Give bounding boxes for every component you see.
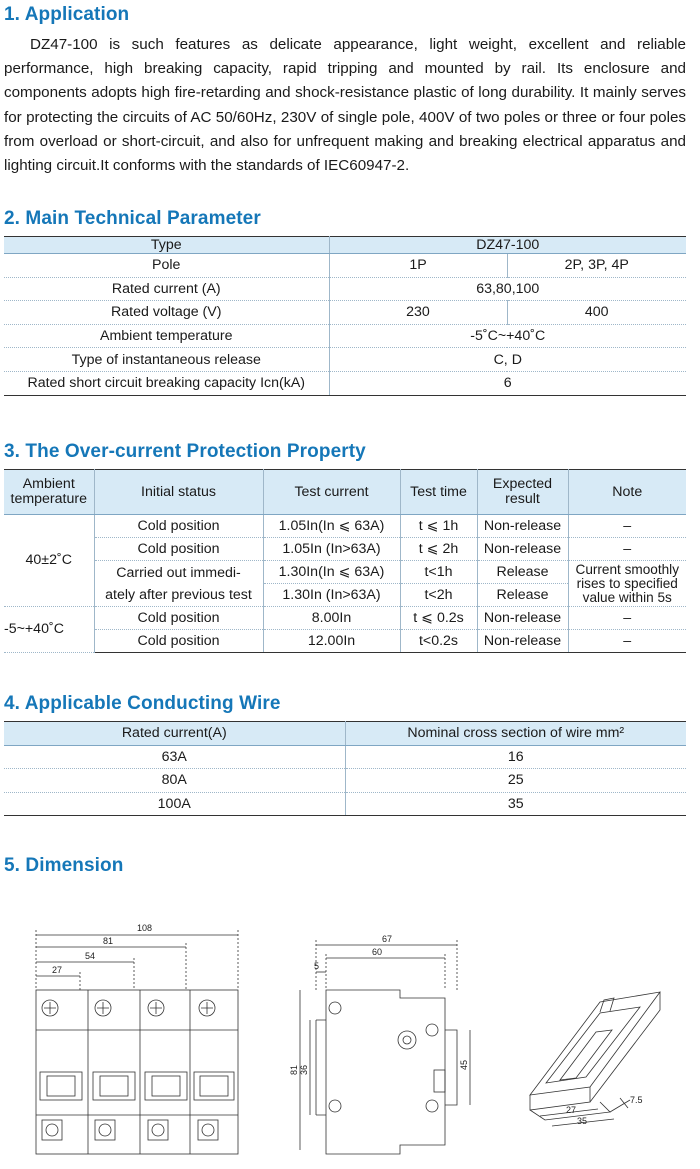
expected-result: Release (477, 584, 568, 607)
protection-table (4, 469, 686, 653)
note-line3: value within 5s (582, 589, 672, 605)
section-protection-title: 3. The Over-current Protection Property (4, 441, 366, 462)
header-expected-line2: result (505, 491, 540, 507)
test-current: 1.30In (In>63A) (263, 584, 400, 607)
param-value-a: 1P (329, 254, 507, 278)
section-dimension-title: 5. Dimension (4, 855, 124, 876)
param-label: Rated short circuit breaking capacity Icn(kA) (4, 371, 329, 395)
side-dim-height: 81 (289, 1064, 299, 1075)
table-row (4, 745, 686, 769)
header-ambient-line1: Ambient (22, 476, 75, 492)
note-current-rise (568, 561, 686, 607)
ambient-temp-b: -5~+40˚C (4, 607, 94, 653)
note-dash: – (568, 538, 686, 561)
note-line2: rises to specified (576, 575, 678, 591)
cross-section: 25 (345, 769, 686, 793)
test-time: t<2h (400, 584, 477, 607)
test-time: t<0.2s (400, 630, 477, 653)
rail-dim-height: 7.5 (630, 1095, 643, 1105)
table-row (4, 630, 686, 653)
test-current: 1.30In(In ⩽ 63A) (263, 561, 400, 584)
param-value: DZ47-100 (329, 237, 686, 254)
test-current: 1.05In(In ⩽ 63A) (263, 515, 400, 538)
note-dash: – (568, 630, 686, 653)
section-wire-title: 4. Applicable Conducting Wire (4, 693, 281, 714)
parameter-table (4, 236, 686, 396)
side-dim-step: 5 (314, 961, 320, 971)
param-value: 63,80,100 (329, 277, 686, 301)
cross-section: 16 (345, 745, 686, 769)
initial-status-carried (94, 561, 263, 607)
header-expected-line1: Expected (492, 476, 553, 492)
header-note: Note (568, 470, 686, 515)
table-row (4, 301, 686, 325)
section-parameter-title: 2. Main Technical Parameter (4, 208, 261, 229)
expected-result: Non-release (477, 515, 568, 538)
param-label: Rated current (A) (4, 277, 329, 301)
side-dim-face: 45 (459, 1059, 469, 1070)
carried-line2: ately after previous test (105, 586, 252, 603)
table-row (4, 348, 686, 372)
param-value: -5˚C~+40˚C (329, 324, 686, 348)
table-row (4, 237, 686, 254)
header-time: Test time (400, 470, 477, 515)
test-time: t ⩽ 0.2s (400, 607, 477, 630)
table-row (4, 561, 686, 584)
param-label: Type of instantaneous release (4, 348, 329, 372)
param-value-b: 400 (507, 301, 686, 325)
ambient-temp-a: 40±2˚C (4, 515, 94, 607)
rated-current: 80A (4, 769, 345, 793)
note-dash: – (568, 607, 686, 630)
note-line1: Current smoothly (575, 561, 679, 577)
application-paragraph (4, 33, 686, 178)
table-row (4, 371, 686, 395)
header-cross-section: Nominal cross section of wire mm² (345, 722, 686, 746)
table-row (4, 254, 686, 278)
header-ambient (4, 470, 94, 515)
table-row (4, 769, 686, 793)
dimension-drawing (0, 900, 700, 1169)
table-row (4, 277, 686, 301)
wire-table (4, 721, 686, 816)
table-row (4, 792, 686, 816)
din-rail-drawing (530, 992, 660, 1126)
application-text: DZ47-100 is such features as delicate appearance, light weight, excellent and reliable performance, high breaking capacity, rapid tripping and mounted by rail. Its enclosure and components adopts high fire-retarding and shock-resistance plastic of long durability. It mainly serves for protecting the circuits of AC 50/60Hz, 230V of single pole, 400V of two poles or three or four poles from overload or short-circuit, and also for unfrequent making and breaking electrical apparatus and lighting circuit.It conforms with the standards of IEC60947-2. (4, 36, 686, 175)
initial-status: Cold position (94, 607, 263, 630)
front-dim-one: 27 (52, 965, 63, 975)
front-dim-three: 81 (103, 936, 114, 946)
initial-status: Cold position (94, 515, 263, 538)
front-view-drawing (36, 930, 238, 1154)
param-label: Ambient temperature (4, 324, 329, 348)
side-dim-depth: 67 (382, 934, 393, 944)
param-value-b: 2P, 3P, 4P (507, 254, 686, 278)
table-header-row (4, 722, 686, 746)
header-initial: Initial status (94, 470, 263, 515)
table-row (4, 538, 686, 561)
param-label: Type (4, 237, 329, 254)
carried-line1: Carried out immedi- (116, 564, 241, 581)
test-current: 1.05In (In>63A) (263, 538, 400, 561)
test-current: 12.00In (263, 630, 400, 653)
front-dim-two: 54 (85, 951, 96, 961)
test-time: t ⩽ 1h (400, 515, 477, 538)
param-label: Rated voltage (V) (4, 301, 329, 325)
param-value: 6 (329, 371, 686, 395)
param-value: C, D (329, 348, 686, 372)
side-view-drawing (300, 940, 470, 1154)
header-current: Test current (263, 470, 400, 515)
initial-status: Cold position (94, 630, 263, 653)
header-expected (477, 470, 568, 515)
cross-section: 35 (345, 792, 686, 816)
expected-result: Release (477, 561, 568, 584)
expected-result: Non-release (477, 630, 568, 653)
expected-result: Non-release (477, 607, 568, 630)
section-application-title: 1. Application (4, 4, 130, 25)
test-time: t<1h (400, 561, 477, 584)
table-row (4, 324, 686, 348)
header-rated-current: Rated current(A) (4, 722, 345, 746)
rated-current: 63A (4, 745, 345, 769)
test-current: 8.00In (263, 607, 400, 630)
rated-current: 100A (4, 792, 345, 816)
param-value-a: 230 (329, 301, 507, 325)
expected-result: Non-release (477, 538, 568, 561)
front-dim-overall: 108 (137, 923, 153, 933)
rail-dim-inner: 27 (566, 1105, 577, 1115)
side-dim-mid: 36 (299, 1064, 309, 1075)
test-time: t ⩽ 2h (400, 538, 477, 561)
header-ambient-line2: temperature (10, 491, 87, 507)
note-dash: – (568, 515, 686, 538)
table-row (4, 607, 686, 630)
table-row (4, 515, 686, 538)
initial-status: Cold position (94, 538, 263, 561)
side-dim-body: 60 (372, 947, 383, 957)
table-header-row (4, 470, 686, 515)
rail-dim-width: 35 (577, 1116, 588, 1126)
param-label: Pole (4, 254, 329, 278)
